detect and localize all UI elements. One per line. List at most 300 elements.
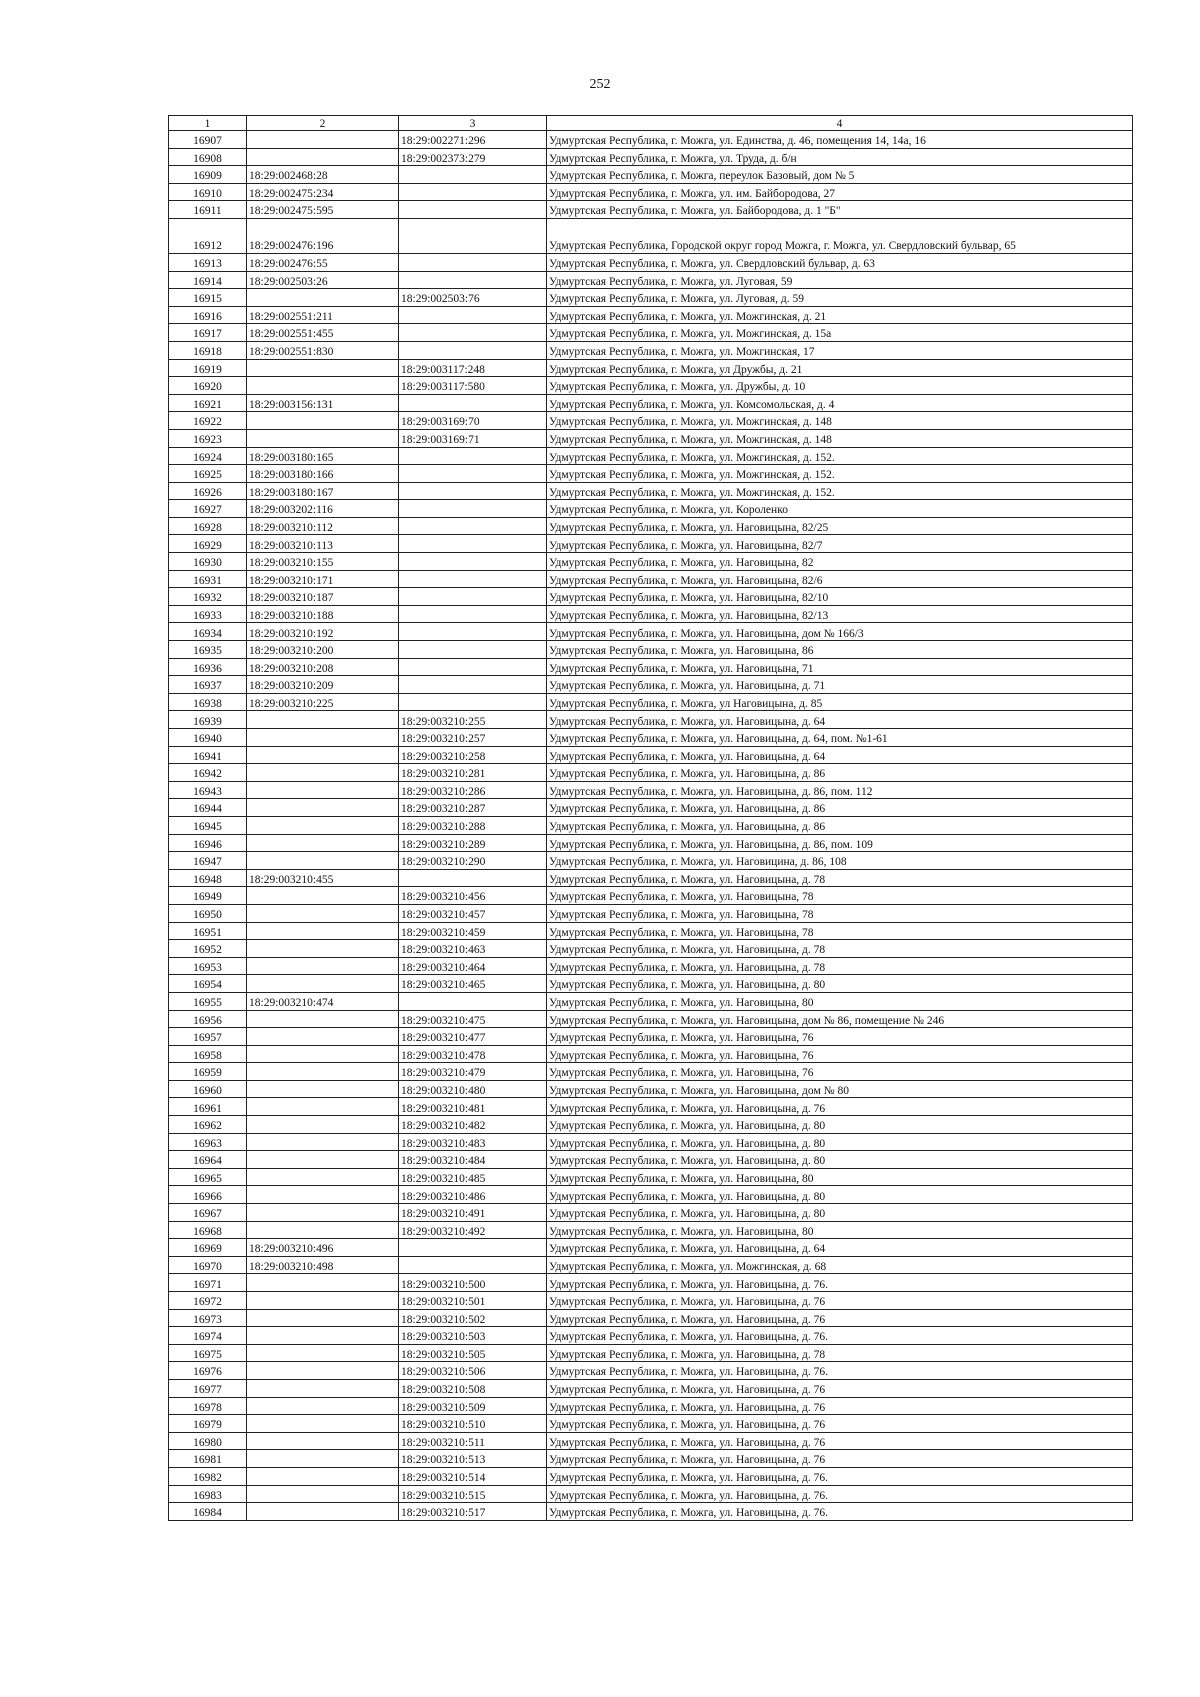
cadastral-number-cell	[247, 1168, 399, 1186]
address-cell: Удмуртская Республика, г. Можга, ул. Наговицына, д. 76	[547, 1309, 1133, 1327]
table-row	[169, 131, 1133, 149]
row-number-cell: 16958	[169, 1045, 247, 1063]
table-row	[169, 271, 1133, 289]
cadastral-number-alt-cell: 18:29:003210:501	[399, 1292, 547, 1310]
table-row	[169, 1467, 1133, 1485]
row-number-cell: 16922	[169, 412, 247, 430]
table-row	[169, 1028, 1133, 1046]
row-number-cell: 16953	[169, 957, 247, 975]
address-cell: Удмуртская Республика, Городской округ город Можга, г. Можга, ул. Свердловский бульвар, 65	[547, 218, 1133, 253]
column-header: 3	[399, 116, 547, 131]
address-cell: Удмуртская Республика, г. Можга, ул. Наговицына, д. 76	[547, 1450, 1133, 1468]
row-number-cell: 16944	[169, 799, 247, 817]
table-row	[169, 1045, 1133, 1063]
row-number-cell: 16930	[169, 553, 247, 571]
cadastral-number-cell	[247, 1063, 399, 1081]
cadastral-number-cell	[247, 377, 399, 395]
row-number-cell: 16941	[169, 746, 247, 764]
row-number-cell: 16912	[169, 218, 247, 253]
row-number-cell: 16984	[169, 1503, 247, 1521]
address-cell: Удмуртская Республика, г. Можга, ул. Единства, д. 46, помещения 14, 14а, 16	[547, 131, 1133, 149]
row-number-cell: 16960	[169, 1080, 247, 1098]
cadastral-number-cell: 18:29:002475:234	[247, 183, 399, 201]
cadastral-number-cell: 18:29:002475:595	[247, 201, 399, 219]
row-number-cell: 16948	[169, 869, 247, 887]
address-cell: Удмуртская Республика, г. Можга, ул. Наговицына, 78	[547, 904, 1133, 922]
row-number-cell: 16980	[169, 1432, 247, 1450]
table-row	[169, 1344, 1133, 1362]
table-row	[169, 535, 1133, 553]
cadastral-number-cell: 18:29:003210:155	[247, 553, 399, 571]
row-number-cell: 16918	[169, 341, 247, 359]
row-number-cell: 16917	[169, 324, 247, 342]
table-row	[169, 869, 1133, 887]
row-number-cell: 16932	[169, 588, 247, 606]
row-number-cell: 16908	[169, 148, 247, 166]
cadastral-number-alt-cell: 18:29:003210:475	[399, 1010, 547, 1028]
cadastral-number-cell: 18:29:002476:196	[247, 218, 399, 253]
address-cell: Удмуртская Республика, г. Можга, ул. Наговицына, дом № 166/3	[547, 623, 1133, 641]
column-header: 2	[247, 116, 399, 131]
cadastral-number-alt-cell	[399, 183, 547, 201]
cadastral-number-alt-cell: 18:29:003210:459	[399, 922, 547, 940]
address-cell: Удмуртская Республика, г. Можга, ул. Наговицына, д. 86, пом. 112	[547, 781, 1133, 799]
row-number-cell: 16963	[169, 1133, 247, 1151]
cadastral-number-alt-cell: 18:29:003210:485	[399, 1168, 547, 1186]
row-number-cell: 16949	[169, 887, 247, 905]
cadastral-number-cell	[247, 1098, 399, 1116]
address-cell: Удмуртская Республика, г. Можга, ул. Наговицына, 82/25	[547, 517, 1133, 535]
address-cell: Удмуртская Республика, г. Можга, ул. Наговицына, 80	[547, 1168, 1133, 1186]
cadastral-number-alt-cell: 18:29:003210:509	[399, 1397, 547, 1415]
cadastral-number-alt-cell	[399, 306, 547, 324]
cadastral-number-alt-cell: 18:29:003210:483	[399, 1133, 547, 1151]
cadastral-number-cell	[247, 852, 399, 870]
cadastral-number-alt-cell: 18:29:002373:279	[399, 148, 547, 166]
address-cell: Удмуртская Республика, г. Можга, ул. Наговицына, д. 80	[547, 1151, 1133, 1169]
row-number-cell: 16956	[169, 1010, 247, 1028]
table-row	[169, 1292, 1133, 1310]
cadastral-number-alt-cell	[399, 394, 547, 412]
cadastral-number-alt-cell	[399, 869, 547, 887]
row-number-cell: 16971	[169, 1274, 247, 1292]
address-cell: Удмуртская Республика, г. Можга, ул. Наговицына, д. 80	[547, 1133, 1133, 1151]
row-number-cell: 16979	[169, 1415, 247, 1433]
cadastral-number-alt-cell: 18:29:003210:289	[399, 834, 547, 852]
address-cell: Удмуртская Республика, г. Можга, ул. Наговицына, д. 64	[547, 711, 1133, 729]
cadastral-number-cell	[247, 1204, 399, 1222]
table-row	[169, 341, 1133, 359]
table-row	[169, 1063, 1133, 1081]
table-row	[169, 1485, 1133, 1503]
row-number-cell: 16926	[169, 482, 247, 500]
cadastral-number-alt-cell: 18:29:003210:290	[399, 852, 547, 870]
cadastral-number-cell: 18:29:003210:192	[247, 623, 399, 641]
cadastral-number-alt-cell: 18:29:002503:76	[399, 289, 547, 307]
table-row	[169, 465, 1133, 483]
cadastral-number-alt-cell	[399, 447, 547, 465]
table-row	[169, 183, 1133, 201]
address-cell: Удмуртская Республика, г. Можга, ул Дружбы, д. 21	[547, 359, 1133, 377]
table-row	[169, 781, 1133, 799]
cadastral-number-cell	[247, 816, 399, 834]
table-row	[169, 641, 1133, 659]
cadastral-number-cell: 18:29:003210:112	[247, 517, 399, 535]
row-number-cell: 16927	[169, 500, 247, 518]
address-cell: Удмуртская Республика, г. Можга, ул. Можгинская, д. 148	[547, 412, 1133, 430]
row-number-cell: 16976	[169, 1362, 247, 1380]
address-cell: Удмуртская Республика, г. Можга, ул. Короленко	[547, 500, 1133, 518]
address-cell: Удмуртская Республика, г. Можга, ул. им. Байбородова, 27	[547, 183, 1133, 201]
cadastral-number-alt-cell: 18:29:003210:457	[399, 904, 547, 922]
table-row	[169, 729, 1133, 747]
table-row	[169, 1397, 1133, 1415]
address-cell: Удмуртская Республика, г. Можга, ул. Луговая, д. 59	[547, 289, 1133, 307]
cadastral-number-cell	[247, 746, 399, 764]
cadastral-number-alt-cell: 18:29:003210:255	[399, 711, 547, 729]
cadastral-number-alt-cell	[399, 201, 547, 219]
row-number-cell: 16962	[169, 1116, 247, 1134]
cadastral-number-alt-cell: 18:29:003210:500	[399, 1274, 547, 1292]
cadastral-number-cell: 18:29:003210:171	[247, 570, 399, 588]
cadastral-number-cell	[247, 359, 399, 377]
address-cell: Удмуртская Республика, г. Можга, ул. Байбородова, д. 1 "Б"	[547, 201, 1133, 219]
cadastral-number-cell	[247, 1362, 399, 1380]
cadastral-number-alt-cell	[399, 253, 547, 271]
address-cell: Удмуртская Республика, г. Можга, ул. Наговицына, 82/6	[547, 570, 1133, 588]
row-number-cell: 16934	[169, 623, 247, 641]
address-cell: Удмуртская Республика, г. Можга, ул. Свердловский бульвар, д. 63	[547, 253, 1133, 271]
cadastral-number-cell: 18:29:003180:167	[247, 482, 399, 500]
row-number-cell: 16950	[169, 904, 247, 922]
cadastral-number-cell: 18:29:003210:209	[247, 676, 399, 694]
table-row	[169, 324, 1133, 342]
table-row	[169, 1274, 1133, 1292]
cadastral-number-cell: 18:29:003210:208	[247, 658, 399, 676]
cadastral-number-cell	[247, 1028, 399, 1046]
row-number-cell: 16981	[169, 1450, 247, 1468]
address-cell: Удмуртская Республика, г. Можга, ул. Дружбы, д. 10	[547, 377, 1133, 395]
address-cell: Удмуртская Республика, г. Можга, ул. Наговицына, д. 76	[547, 1397, 1133, 1415]
cadastral-number-cell: 18:29:003202:116	[247, 500, 399, 518]
cadastral-number-cell	[247, 1327, 399, 1345]
cadastral-number-alt-cell: 18:29:003210:482	[399, 1116, 547, 1134]
row-number-cell: 16970	[169, 1256, 247, 1274]
table-row	[169, 553, 1133, 571]
cadastral-number-cell	[247, 1432, 399, 1450]
cadastral-number-alt-cell: 18:29:003210:287	[399, 799, 547, 817]
cadastral-number-alt-cell: 18:29:003210:484	[399, 1151, 547, 1169]
cadastral-number-alt-cell	[399, 641, 547, 659]
address-cell: Удмуртская Республика, г. Можга, ул. Наговицына, д. 76.	[547, 1327, 1133, 1345]
cadastral-number-cell: 18:29:003210:496	[247, 1239, 399, 1257]
row-number-cell: 16966	[169, 1186, 247, 1204]
row-number-cell: 16909	[169, 166, 247, 184]
page-number: 252	[589, 77, 611, 92]
address-cell: Удмуртская Республика, г. Можга, ул. Труда, д. б/н	[547, 148, 1133, 166]
address-cell: Удмуртская Республика, г. Можга, ул. Наговицына, 71	[547, 658, 1133, 676]
cadastral-number-cell	[247, 922, 399, 940]
table-row	[169, 1080, 1133, 1098]
table-row	[169, 394, 1133, 412]
table-row	[169, 940, 1133, 958]
cadastral-number-alt-cell	[399, 482, 547, 500]
address-cell: Удмуртская Республика, г. Можга, ул. Наговицына, д. 76.	[547, 1503, 1133, 1521]
cadastral-number-cell	[247, 1309, 399, 1327]
cadastral-number-alt-cell: 18:29:003210:464	[399, 957, 547, 975]
table-row	[169, 306, 1133, 324]
table-row	[169, 1239, 1133, 1257]
cadastral-number-alt-cell: 18:29:003210:288	[399, 816, 547, 834]
cadastral-number-alt-cell: 18:29:003210:508	[399, 1379, 547, 1397]
cadastral-number-alt-cell	[399, 693, 547, 711]
cadastral-number-alt-cell: 18:29:003210:478	[399, 1045, 547, 1063]
cadastral-number-cell	[247, 1292, 399, 1310]
cadastral-number-cell	[247, 1010, 399, 1028]
cadastral-number-alt-cell: 18:29:003210:456	[399, 887, 547, 905]
row-number-cell: 16968	[169, 1221, 247, 1239]
cadastral-number-cell	[247, 957, 399, 975]
address-cell: Удмуртская Республика, г. Можга, ул. Наговицына, 82/10	[547, 588, 1133, 606]
table-row	[169, 412, 1133, 430]
address-cell: Удмуртская Республика, г. Можга, ул. Наговицына, д. 78	[547, 957, 1133, 975]
address-cell: Удмуртская Республика, г. Можга, ул. Можгинская, д. 15а	[547, 324, 1133, 342]
row-number-cell: 16982	[169, 1467, 247, 1485]
table-row	[169, 1379, 1133, 1397]
cadastral-number-alt-cell: 18:29:003169:70	[399, 412, 547, 430]
table-row	[169, 482, 1133, 500]
table-row	[169, 253, 1133, 271]
cadastral-number-cell	[247, 729, 399, 747]
address-cell: Удмуртская Республика, г. Можга, ул. Наговицына, 82	[547, 553, 1133, 571]
table-row	[169, 588, 1133, 606]
cadastral-number-cell: 18:29:003210:187	[247, 588, 399, 606]
table-row	[169, 201, 1133, 219]
address-cell: Удмуртская Республика, г. Можга, ул. Наговицына, д. 80	[547, 1116, 1133, 1134]
row-number-cell: 16913	[169, 253, 247, 271]
cadastral-number-cell	[247, 412, 399, 430]
cadastral-number-alt-cell: 18:29:003210:506	[399, 1362, 547, 1380]
table-row	[169, 1098, 1133, 1116]
cadastral-number-cell	[247, 1116, 399, 1134]
cadastral-number-cell: 18:29:003210:498	[247, 1256, 399, 1274]
cadastral-number-cell: 18:29:002551:830	[247, 341, 399, 359]
table-row	[169, 852, 1133, 870]
column-header: 1	[169, 116, 247, 131]
address-cell: Удмуртская Республика, г. Можга, ул. Наговицына, д. 71	[547, 676, 1133, 694]
row-number-cell: 16910	[169, 183, 247, 201]
table-row	[169, 1432, 1133, 1450]
cadastral-number-cell: 18:29:002551:211	[247, 306, 399, 324]
table-row	[169, 1503, 1133, 1521]
table-row	[169, 746, 1133, 764]
address-cell: Удмуртская Республика, г. Можга, ул. Наговицына, д. 76	[547, 1415, 1133, 1433]
cadastral-number-alt-cell: 18:29:003210:286	[399, 781, 547, 799]
cadastral-number-cell	[247, 1397, 399, 1415]
row-number-cell: 16977	[169, 1379, 247, 1397]
cadastral-number-cell	[247, 834, 399, 852]
cadastral-number-cell: 18:29:003180:166	[247, 465, 399, 483]
address-cell: Удмуртская Республика, г. Можга, ул. Наговицына, дом № 80	[547, 1080, 1133, 1098]
table-row	[169, 1309, 1133, 1327]
row-number-cell: 16925	[169, 465, 247, 483]
cadastral-number-alt-cell	[399, 658, 547, 676]
address-cell: Удмуртская Республика, г. Можга, ул. Наговицына, д. 78	[547, 940, 1133, 958]
cadastral-number-cell: 18:29:003210:455	[247, 869, 399, 887]
address-cell: Удмуртская Республика, г. Можга, ул. Наговицына, д. 80	[547, 975, 1133, 993]
cadastral-number-cell	[247, 904, 399, 922]
cadastral-number-alt-cell: 18:29:003210:492	[399, 1221, 547, 1239]
address-cell: Удмуртская Республика, г. Можга, ул. Можгинская, д. 152.	[547, 482, 1133, 500]
address-cell: Удмуртская Республика, г. Можга, ул. Наговицына, д. 76.	[547, 1274, 1133, 1292]
row-number-cell: 16919	[169, 359, 247, 377]
table-row	[169, 992, 1133, 1010]
address-cell: Удмуртская Республика, г. Можга, ул. Наговицына, 82/13	[547, 605, 1133, 623]
cadastral-number-alt-cell	[399, 605, 547, 623]
cadastral-number-cell	[247, 781, 399, 799]
row-number-cell: 16931	[169, 570, 247, 588]
row-number-cell: 16972	[169, 1292, 247, 1310]
cadastral-number-cell	[247, 429, 399, 447]
cadastral-number-alt-cell: 18:29:003210:477	[399, 1028, 547, 1046]
table-row	[169, 605, 1133, 623]
table-row	[169, 922, 1133, 940]
cadastral-number-cell: 18:29:003180:165	[247, 447, 399, 465]
cadastral-number-alt-cell: 18:29:003210:510	[399, 1415, 547, 1433]
address-cell: Удмуртская Республика, г. Можга, ул. Наговицына, д. 86, пом. 109	[547, 834, 1133, 852]
cadastral-number-cell	[247, 1485, 399, 1503]
table-row	[169, 676, 1133, 694]
address-cell: Удмуртская Республика, г. Можга, ул. Наговицына, 86	[547, 641, 1133, 659]
cadastral-number-alt-cell	[399, 500, 547, 518]
cadastral-number-alt-cell: 18:29:003169:71	[399, 429, 547, 447]
row-number-cell: 16951	[169, 922, 247, 940]
row-number-cell: 16974	[169, 1327, 247, 1345]
cadastral-number-cell: 18:29:003210:113	[247, 535, 399, 553]
address-cell: Удмуртская Республика, г. Можга, ул. Наговицына, д. 76	[547, 1432, 1133, 1450]
address-cell: Удмуртская Республика, г. Можга, ул. Можгинская, 17	[547, 341, 1133, 359]
cadastral-number-cell	[247, 148, 399, 166]
row-number-cell: 16952	[169, 940, 247, 958]
cadastral-number-cell: 18:29:002476:55	[247, 253, 399, 271]
row-number-cell: 16947	[169, 852, 247, 870]
address-cell: Удмуртская Республика, г. Можга, ул. Наговицына, д. 76	[547, 1292, 1133, 1310]
cadastral-number-cell	[247, 1415, 399, 1433]
row-number-cell: 16943	[169, 781, 247, 799]
row-number-cell: 16920	[169, 377, 247, 395]
cadastral-number-alt-cell: 18:29:003210:479	[399, 1063, 547, 1081]
row-number-cell: 16916	[169, 306, 247, 324]
row-number-cell: 16983	[169, 1485, 247, 1503]
table-row	[169, 447, 1133, 465]
address-cell: Удмуртская Республика, г. Можга, ул. Можгинская, д. 152.	[547, 465, 1133, 483]
cadastral-number-cell: 18:29:003210:474	[247, 992, 399, 1010]
address-cell: Удмуртская Республика, г. Можга, ул. Наговицына, д. 64	[547, 746, 1133, 764]
table-row	[169, 623, 1133, 641]
table-row	[169, 1256, 1133, 1274]
cadastral-number-alt-cell	[399, 1256, 547, 1274]
cadastral-number-cell	[247, 711, 399, 729]
row-number-cell: 16928	[169, 517, 247, 535]
cadastral-number-alt-cell: 18:29:003210:481	[399, 1098, 547, 1116]
table-row	[169, 1168, 1133, 1186]
table-row	[169, 500, 1133, 518]
table-row	[169, 975, 1133, 993]
cadastral-number-alt-cell: 18:29:003117:580	[399, 377, 547, 395]
cadastral-number-alt-cell	[399, 676, 547, 694]
table-row	[169, 148, 1133, 166]
address-cell: Удмуртская Республика, г. Можга, ул. Наговицына, д. 86	[547, 764, 1133, 782]
cadastral-number-cell	[247, 799, 399, 817]
table-row	[169, 1133, 1133, 1151]
row-number-cell: 16955	[169, 992, 247, 1010]
cadastral-number-cell	[247, 1080, 399, 1098]
address-cell: Удмуртская Республика, г. Можга, ул. Наговицына, 80	[547, 992, 1133, 1010]
table-row	[169, 517, 1133, 535]
table-header-row	[169, 116, 1133, 131]
row-number-cell: 16929	[169, 535, 247, 553]
table-row	[169, 570, 1133, 588]
table-row	[169, 359, 1133, 377]
address-cell: Удмуртская Республика, г. Можга, ул. Наговицына, 80	[547, 1221, 1133, 1239]
address-cell: Удмуртская Республика, г. Можга, ул Наговицына, д. 85	[547, 693, 1133, 711]
row-number-cell: 16942	[169, 764, 247, 782]
address-cell: Удмуртская Республика, г. Можга, ул. Наговицына, д. 80	[547, 1186, 1133, 1204]
row-number-cell: 16957	[169, 1028, 247, 1046]
address-cell: Удмуртская Республика, г. Можга, ул. Наговицына, 78	[547, 922, 1133, 940]
table-row	[169, 904, 1133, 922]
row-number-cell: 16935	[169, 641, 247, 659]
cadastral-number-alt-cell: 18:29:003210:463	[399, 940, 547, 958]
table-row	[169, 1450, 1133, 1468]
cadastral-number-alt-cell: 18:29:003210:515	[399, 1485, 547, 1503]
property-registry-table	[168, 115, 1133, 1521]
cadastral-number-cell	[247, 940, 399, 958]
address-cell: Удмуртская Республика, г. Можга, ул. Наговицына, д. 86	[547, 799, 1133, 817]
address-cell: Удмуртская Республика, г. Можга, ул. Луговая, 59	[547, 271, 1133, 289]
cadastral-number-alt-cell	[399, 166, 547, 184]
table-row	[169, 289, 1133, 307]
row-number-cell: 16975	[169, 1344, 247, 1362]
address-cell: Удмуртская Республика, г. Можга, ул. Можгинская, д. 68	[547, 1256, 1133, 1274]
row-number-cell: 16936	[169, 658, 247, 676]
cadastral-number-alt-cell	[399, 517, 547, 535]
cadastral-number-alt-cell	[399, 341, 547, 359]
cadastral-number-cell	[247, 1045, 399, 1063]
table-row	[169, 1221, 1133, 1239]
cadastral-number-cell	[247, 1186, 399, 1204]
cadastral-number-alt-cell: 18:29:003210:517	[399, 1503, 547, 1521]
table-row	[169, 1151, 1133, 1169]
address-cell: Удмуртская Республика, г. Можга, ул. Наговицина, д. 86, 108	[547, 852, 1133, 870]
row-number-cell: 16946	[169, 834, 247, 852]
cadastral-number-alt-cell	[399, 570, 547, 588]
cadastral-number-alt-cell	[399, 324, 547, 342]
row-number-cell: 16937	[169, 676, 247, 694]
row-number-cell: 16933	[169, 605, 247, 623]
cadastral-number-cell	[247, 1274, 399, 1292]
cadastral-number-alt-cell	[399, 1239, 547, 1257]
cadastral-number-cell	[247, 1379, 399, 1397]
cadastral-number-cell	[247, 1467, 399, 1485]
row-number-cell: 16940	[169, 729, 247, 747]
cadastral-number-cell: 18:29:002468:28	[247, 166, 399, 184]
row-number-cell: 16961	[169, 1098, 247, 1116]
table-row	[169, 1415, 1133, 1433]
cadastral-number-alt-cell: 18:29:003210:511	[399, 1432, 547, 1450]
address-cell: Удмуртская Республика, г. Можга, ул. Наговицына, д. 64	[547, 1239, 1133, 1257]
cadastral-number-alt-cell	[399, 271, 547, 289]
